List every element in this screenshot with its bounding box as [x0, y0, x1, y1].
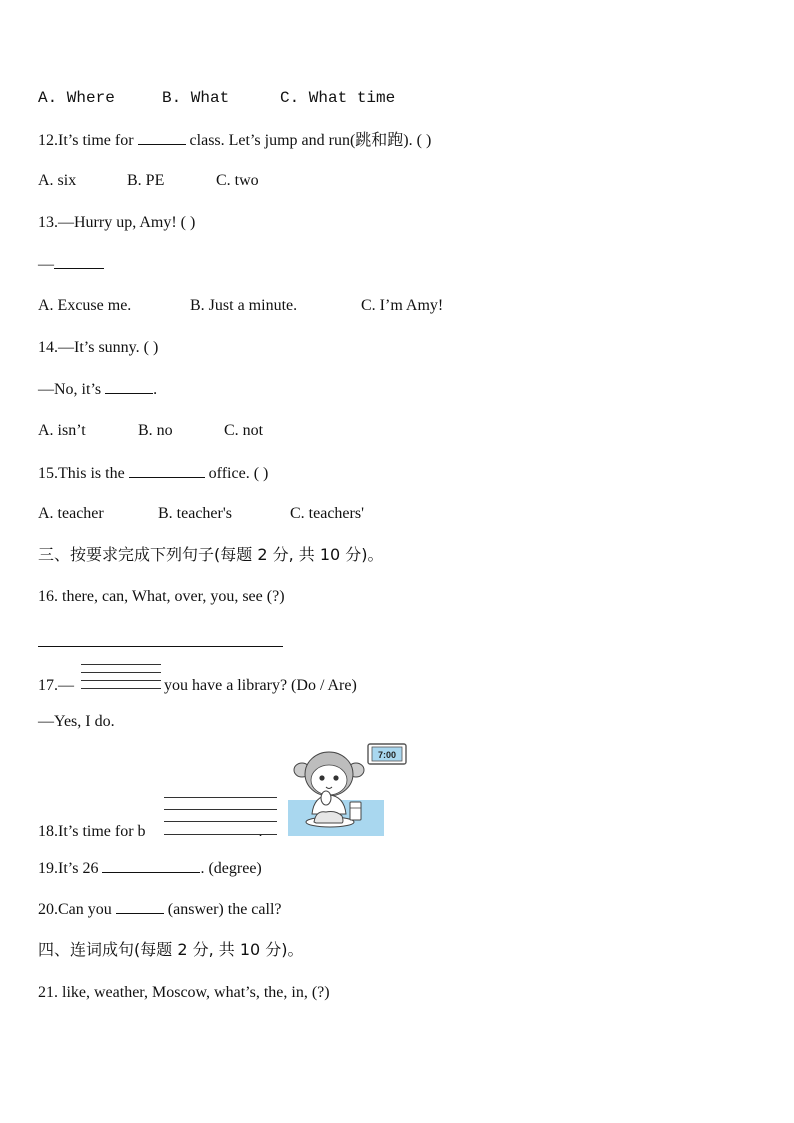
q14-option-b: B. no: [138, 422, 173, 439]
section-3-title: 三、按要求完成下列句子(每题 2 分, 共 10 分)。: [38, 545, 384, 564]
q15-suffix: office. ( ): [208, 465, 269, 482]
q15-answer-blank[interactable]: [129, 463, 205, 478]
question-21: 21. like, weather, Moscow, what’s, the, in, (?): [38, 984, 330, 1001]
q15-option-b: B. teacher's: [158, 505, 232, 522]
q12-option-b: B. PE: [127, 172, 165, 189]
question-14: 14.—It’s sunny. ( ): [38, 339, 159, 356]
q20-answer-blank[interactable]: [116, 899, 164, 914]
question-15: [38, 463, 268, 484]
q14-option-c: C. not: [224, 422, 264, 439]
q18-prefix: 18.It’s time for b: [38, 823, 146, 840]
question-13: 13.—Hurry up, Amy! ( ): [38, 214, 196, 231]
q19-answer-blank[interactable]: [102, 858, 200, 873]
q13-option-b: B. Just a minute.: [190, 297, 298, 314]
q11-option-a: A. Where: [38, 89, 115, 107]
q17-suffix: you have a library? (Do / Are): [164, 677, 357, 694]
clock-icon: [368, 744, 406, 764]
q14-option-a: A. isn’t: [38, 422, 86, 439]
q14-reply: [38, 379, 157, 400]
section-4-title: 四、连词成句(每题 2 分, 共 10 分)。: [38, 940, 304, 959]
question-19: [38, 858, 262, 879]
q15-option-c: C. teachers': [290, 505, 364, 522]
breakfast-girl-illustration: [286, 742, 408, 838]
q12-suffix: class. Let’s jump and run(跳和跑). ( ): [189, 132, 432, 149]
q13-answer-blank[interactable]: [54, 254, 104, 269]
q18-suffix: .: [258, 823, 263, 840]
q18-answer-lines[interactable]: [164, 797, 277, 837]
q12-prefix: 12.It’s time for: [38, 132, 134, 149]
clock-time: 7:00: [377, 750, 397, 760]
q17-prefix: 17.—: [38, 677, 74, 694]
q12-option-c: C. two: [216, 172, 259, 189]
q12-option-a: A. six: [38, 172, 77, 189]
q17-answer-lines[interactable]: [81, 664, 161, 690]
q19-suffix: . (degree): [200, 860, 262, 877]
q15-option-a: A. teacher: [38, 505, 104, 522]
question-12: [38, 130, 431, 151]
q14-answer-blank[interactable]: [105, 379, 153, 394]
q17-answer: —Yes, I do.: [38, 713, 115, 730]
q13-option-c: C. I’m Amy!: [361, 297, 444, 314]
q20-suffix: (answer) the call?: [167, 901, 282, 918]
q12-answer-blank[interactable]: [138, 130, 186, 145]
q13-reply: [38, 254, 104, 275]
q13-dash: —: [38, 256, 54, 273]
q19-prefix: 19.It’s 26: [38, 860, 99, 877]
q14-prefix: —No, it’s: [38, 381, 102, 398]
question-20: [38, 899, 282, 920]
q20-prefix: 20.Can you: [38, 901, 112, 918]
q11-option-c: C. What time: [280, 89, 396, 107]
q15-prefix: 15.This is the: [38, 465, 125, 482]
q13-option-a: A. Excuse me.: [38, 297, 132, 314]
q16-answer-line[interactable]: [38, 646, 283, 647]
question-16: 16. there, can, What, over, you, see (?): [38, 588, 285, 605]
q14-suffix: .: [153, 381, 158, 398]
q11-option-b: B. What: [162, 89, 230, 107]
